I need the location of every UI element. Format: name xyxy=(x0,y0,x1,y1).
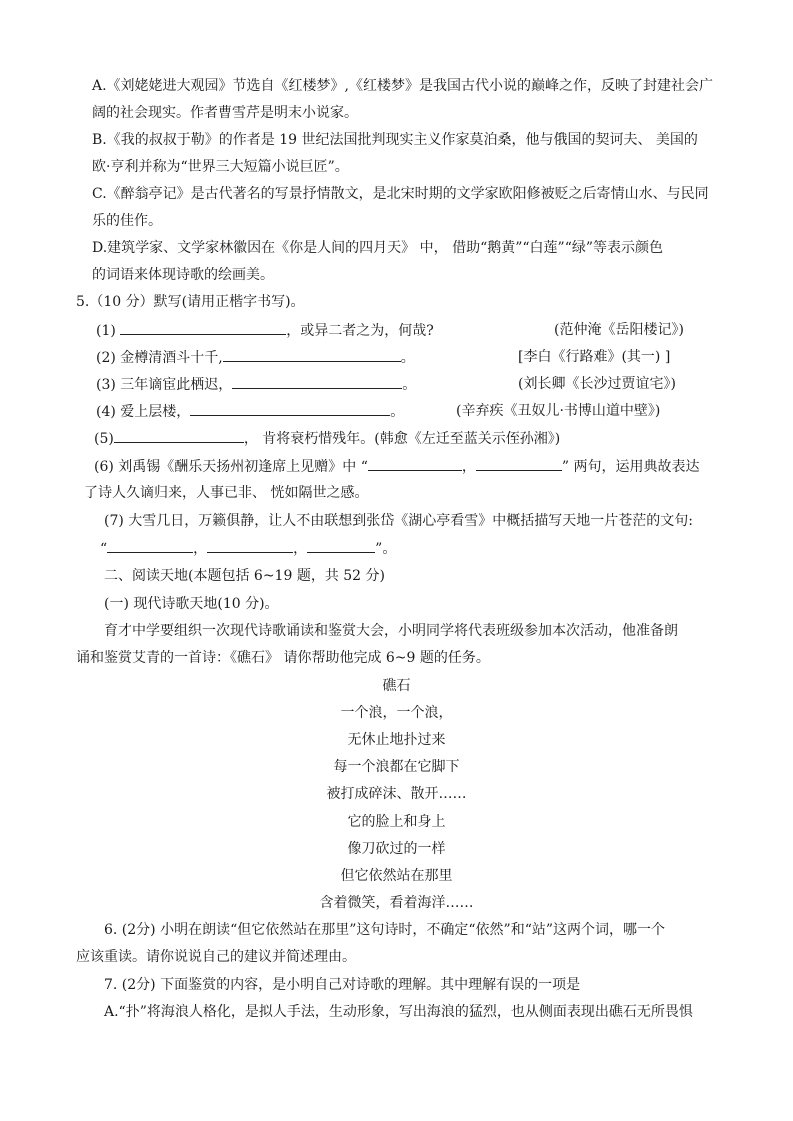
q5-item-4-text: 爱上层楼， xyxy=(120,404,191,420)
q5-item-6-tail: ” 两句，运用典故表达 xyxy=(561,459,700,475)
answer-blank[interactable] xyxy=(223,347,401,362)
section2-title: 二、阅读天地(本题包括 6~19 题，共 52 分) xyxy=(104,568,385,584)
q5-item-1 xyxy=(96,320,434,341)
q5-item-7-close-quote: ”。 xyxy=(375,541,397,557)
q5-item-2 xyxy=(96,347,415,368)
q5-item-3 xyxy=(96,374,416,395)
q5-item-4-number: (4) xyxy=(96,404,116,420)
answer-blank[interactable] xyxy=(207,538,293,553)
poem-line: 一个浪，一个浪， xyxy=(340,705,453,721)
q4-option-c-line1: C.《醉翁亭记》是古代著名的写景抒情散文，是北宋时期的文学家欧阳修被贬之后寄情山水、与民同 xyxy=(92,186,709,202)
q6-line2: 应该重读。请你说说自己的建议并简述理由。 xyxy=(76,949,356,965)
poem-line: 无休止地扑过来 xyxy=(347,732,446,748)
q5-item-4-end: 。 xyxy=(390,404,405,420)
q5-item-1-source: (范仲淹《岳阳楼记》) xyxy=(554,322,684,338)
q4-option-b-line1: B.《我的叔叔于勒》的作者是 19 世纪法国批判现实主义作家莫泊桑，他与俄国的契诃夫、 美国的 xyxy=(92,132,698,148)
q5-item-7-open-quote: “ xyxy=(100,541,108,557)
q5-item-3-source: (刘长卿《长沙过贾谊宅》) xyxy=(518,376,676,392)
poem-line: 但它依然站在那里 xyxy=(340,868,453,884)
q5-item-2-number: (2) xyxy=(96,350,116,366)
q5-item-3-number: (3) xyxy=(96,377,116,393)
answer-blank[interactable] xyxy=(232,374,402,389)
q5-item-7-comma-1: ， xyxy=(193,541,208,557)
q5-item-6-lead: (6) 刘禹锡《酬乐天扬州初逢席上见赠》中 “ xyxy=(94,459,368,475)
q4-option-d-line1: D.建筑学家、文学家林徽因在《你是人间的四月天》 中， 借助“鹅黄”“白莲”“绿”等表示颜色 xyxy=(92,240,664,256)
q4-option-a-line2: 阔的社会现实。作者曹雪芹是明末小说家。 xyxy=(92,105,358,121)
answer-blank[interactable] xyxy=(107,538,193,553)
q5-item-4 xyxy=(96,401,404,422)
q5-item-5-number: (5) xyxy=(94,431,114,447)
q5-item-2-source: [李白《行路难》(其一) ] xyxy=(518,349,671,365)
q5-item-7-line2 xyxy=(100,538,396,559)
answer-blank[interactable] xyxy=(476,456,562,471)
q5-item-3-end: 。 xyxy=(402,377,417,393)
section2-subtitle: (一) 现代诗歌天地(10 分)。 xyxy=(104,596,279,612)
poem-line: 含着微笑，看着海洋…… xyxy=(319,895,474,911)
q5-item-1-text: ，或异二者之为，何哉? xyxy=(286,323,434,339)
q5-title: 5.（10 分）默写(请用正楷字书写)。 xyxy=(76,294,305,310)
poem-line: 像刀砍过的一样 xyxy=(347,841,446,857)
answer-blank[interactable] xyxy=(307,538,375,553)
q5-item-5-text: ， 肯将衰朽惜残年。(韩愈《左迁至蓝关示侄孙湘》) xyxy=(243,431,561,447)
answer-blank[interactable] xyxy=(190,401,390,416)
answer-blank[interactable] xyxy=(114,428,244,443)
q6-line1: 6. (2分) 小明在朗读“但它依然站在那里”这句诗时，不确定“依然”和“站”这两个词，哪一个 xyxy=(104,922,666,938)
answer-blank[interactable] xyxy=(368,456,462,471)
q5-item-7-line1: (7) 大雪几日，万籁俱静，让人不由联想到张岱《湖心亭看雪》中概括描写天地一片苍茫的文句: xyxy=(104,513,693,529)
q4-option-d-line2: 的词语来体现诗歌的绘画美。 xyxy=(92,267,274,283)
q5-item-5 xyxy=(94,428,560,449)
poem-line: 每一个浪都在它脚下 xyxy=(333,759,460,775)
poem-line: 被打成碎沫、散开…… xyxy=(326,786,467,802)
q4-option-b-line2: 欧·亨利并称为“世界三大短篇小说巨匠”。 xyxy=(92,159,349,175)
q5-item-6-line2: 了诗人久谪归来，人事已非、 恍如隔世之感。 xyxy=(84,485,369,501)
q5-item-7-comma-2: ， xyxy=(293,541,308,557)
section2-intro-line1: 育才中学要组织一次现代诗歌诵读和鉴赏大会，小明同学将代表班级参加本次活动，他准备朗 xyxy=(104,623,678,639)
q5-item-6-comma: ， xyxy=(461,459,476,475)
q5-item-2-end: 。 xyxy=(400,350,415,366)
q4-option-c-line2: 乐的佳作。 xyxy=(92,213,162,229)
poem-line: 它的脸上和身上 xyxy=(347,814,446,830)
answer-blank[interactable] xyxy=(120,320,286,335)
q5-item-4-source: (辛弃疾《丑奴儿·书博山道中壁》) xyxy=(456,403,661,419)
poem-title: 礁石 xyxy=(382,678,411,694)
q5-item-3-text: 三年谪宦此栖迟， xyxy=(120,377,233,393)
q5-item-6-line1 xyxy=(94,456,700,477)
q5-item-1-number: (1) xyxy=(96,323,116,339)
q5-item-2-text: 金樽清酒斗十千, xyxy=(120,350,223,366)
q7-line1: 7. (2分) 下面鉴赏的内容，是小明自己对诗歌的理解。其中理解有误的一项是 xyxy=(104,977,581,993)
section2-intro-line2: 诵和鉴赏艾青的一首诗：《礁石》 请你帮助他完成 6~9 题的任务。 xyxy=(76,650,490,666)
q4-option-a-line1: A.《刘姥姥进大观园》节选自《红楼梦》,《红楼梦》是我国古代小说的巅峰之作，反映了封建社会广 xyxy=(92,78,714,94)
q7-option-a: A.“扑”将海浪人格化，是拟人手法，生动形象，写出海浪的猛烈，也从侧面表现出礁石无所畏惧 xyxy=(104,1004,693,1020)
